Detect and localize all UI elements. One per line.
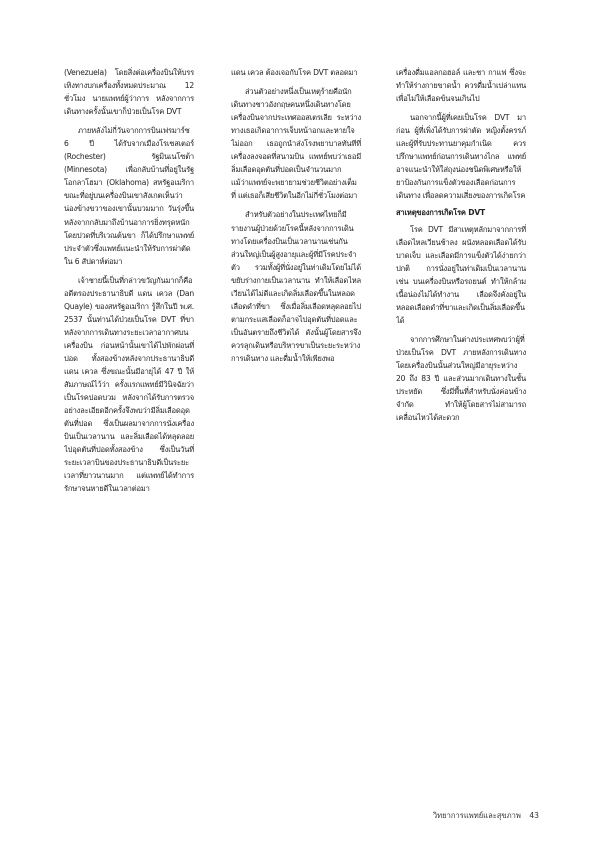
paragraph: เครื่องดื่มแอลกอฮอล์ และชา กาแฟ ซึ่งจะทำให้ร่างกายขาดน้ำ ควรดื่มน้ำเปล่าแทน เพื่อไม่ให้เลือดข้นจนเกินไป [396,68,526,104]
paragraph: เจ้าชายนี้เป็นที่กล่าวขวัญกันมากก็คือ อดีตรองประธานาธิบดี แดน เควล (Dan Quayle) ของสหรัฐอเมริกา รู้สึกในปี พ.ศ. 2537 นั้นท่านได้ป่วยเป็นโรค DVT ที่ขาหลังจากการเดินทางระยะเวลาอากาศบนเครื่องบิน ก่อนหน้านั้นเขาได้ไปพักผ่อนที่ปอด ทั้งสองข้างหลังจากประธานาธิบดี แดน เควล ซึ่งขณะนั้นมีอายุได้ 47 ปี ให้สัมภาษณ์ไว้ว่า ครั้งแรกแพทย์มีวินิจฉัยว่าเป็นโรคปอดบวม หลังจากได้รับการตรวจอย่างละเอียดอีกครั้งจึงพบว่ามีลิ่มเลือดอุดตันที่ปอด ซึ่งเป็นผลมาจากการนั่งเครื่องบินเป็นเวลานาน และลิ่มเลือดได้หลุดลอยไปอุดตันที่ปอดทั้งสองข้าง ซึ่งเป็นวันที่ระยะเวลาบินของประธานาธิบดีเป็นระยะเวลาที่ยาวนานมาก แต่แพทย์ได้ทำการรักษาจนหายดีในเวลาต่อมา [64,275,194,494]
publication-name: วิทยาการแพทย์และสุขภาพ [432,811,521,820]
page-footer [433,810,539,822]
paragraph: (Venezuela) โดยสิ่งต่อเครื่องบินให้บรรเทิงทางบกเครื่องทั้งหมดประมาณ 12 ชั่วโมง นายแพทย์ผู้ว่าการ หลังจากการเดินทางครั้งนั้นเขาก็ป่วยเป็นโรค DVT [64,68,194,117]
paragraph: ส่วนตัวอย่างหนึ่งเป็นเหตุร้ายคือนักเดินทางชาวอังกฤษคนหนึ่งเดินทางโดยเครื่องบินจากประเทศออสเตรเลีย ระหว่างทางเธอเกิดอาการเจ็บหน้าอกและหายใจไม่ออก เธอถูกนำส่งโรงพยาบาลทันทีที่เครื่องลงจอดที่สนามบิน แพทย์พบว่าเธอมีลิ่มเลือดอุดตันที่ปอดเป็นจำนวนมาก แม้ว่าแพทย์จะพยายามช่วยชีวิตอย่างเต็มที่ แต่เธอก็เสียชีวิตในอีกไม่กี่ชั่วโมงต่อมา [231,87,361,201]
paragraph: จากการศึกษาในต่างประเทศพบว่าผู้ที่ป่วยเป็นโรค DVT ภายหลังการเดินทางโดยเครื่องบินนั้นส่วนใหญ่มีอายุระหว่าง 20 ถึง 83 ปี และส่วนมากเดินทางในชั้นประหยัด ซึ่งมีพื้นที่สำหรับนั่งค่อนข้างจำกัด ทำให้ผู้โดยสารไม่สามารถเคลื่อนไหวได้สะดวก [396,334,526,423]
page-number: 43 [529,811,539,820]
paragraph: ภายหลังไม่กี่วันจากการบินเฟรมาร์ช 6 ปี ได้รับจากเมืองโรเชสเตอร์ (Rochester) รัฐมินเนโซต้า (Minnesota) เพื่อกลับบ้านที่อยู่ในรัฐโอกลาโฮมา (Oklahoma) สหรัฐอเมริกา ขณะที่อยู่บนเครื่องบินเขาสังเกตเห็นว่าน่องข้างขวาของเขานั้นบวมมาก วันรุ่งขึ้นหลังจากกลับมาถึงบ้านอาการยิ่งทรุดหนัก โดยปวดที่บริเวณต้นขา ก็ได้ปรึกษาแพทย์ประจำตัวซึ่งแพทย์แนะนำให้รับการผ่าตัดใน 6 สัปดาห์ต่อมา [64,126,194,266]
paragraph: สำหรับตัวอย่างในประเทศไทยก็มีรายงานผู้ป่วยด้วยโรคนี้หลังจากการเดินทางโดยเครื่องบินเป็นเวลานานเช่นกัน ส่วนใหญ่เป็นผู้สูงอายุและผู้ที่มีโรคประจำตัว รวมทั้งผู้ที่นั่งอยู่ในท่าเดิมโดยไม่ได้ขยับร่างกายเป็นเวลานาน ทำให้เลือดไหลเวียนได้ไม่ดีและเกิดลิ่มเลือดขึ้นในหลอดเลือดดำที่ขา ซึ่งเมื่อลิ่มเลือดหลุดลอยไปตามกระแสเลือดก็อาจไปอุดตันที่ปอดและเป็นอันตรายถึงชีวิตได้ ดังนั้นผู้โดยสารจึงควรลุกเดินหรือบริหารขาเป็นระยะระหว่างการเดินทาง และดื่มน้ำให้เพียงพอ [231,210,361,363]
section-heading: สาเหตุของการเกิดโรค DVT [396,208,485,218]
text-column-left [64,66,194,802]
text-column-middle [231,66,361,802]
paragraph: โรค DVT มีสาเหตุหลักมาจากการที่เลือดไหลเวียนช้าลง ผนังหลอดเลือดได้รับบาดเจ็บ และเลือดมีการแข็งตัวได้ง่ายกว่าปกติ การนั่งอยู่ในท่าเดิมเป็นเวลานาน เช่น บนเครื่องบินหรือรถยนต์ ทำให้กล้ามเนื้อน่องไม่ได้ทำงาน เลือดจึงคั่งอยู่ในหลอดเลือดดำที่ขาและเกิดเป็นลิ่มเลือดขึ้นได้ [396,224,526,325]
text-column-right [396,66,526,802]
paragraph: แดน เควล ต้องเจอกับโรค DVT ตลอดมา [231,68,358,77]
paragraph: นอกจากนี้ผู้ที่เคยเป็นโรค DVT มาก่อน ผู้ที่เพิ่งได้รับการผ่าตัด หญิงตั้งครรภ์ และผู้ที่รับประทานยาคุมกำเนิด ควรปรึกษาแพทย์ก่อนการเดินทางไกล แพทย์อาจแนะนำให้ใส่ถุงน่องชนิดพิเศษหรือให้ยาป้องกันการแข็งตัวของเลือดก่อนการเดินทาง เพื่อลดความเสี่ยงของการเกิดโรค [396,113,526,201]
